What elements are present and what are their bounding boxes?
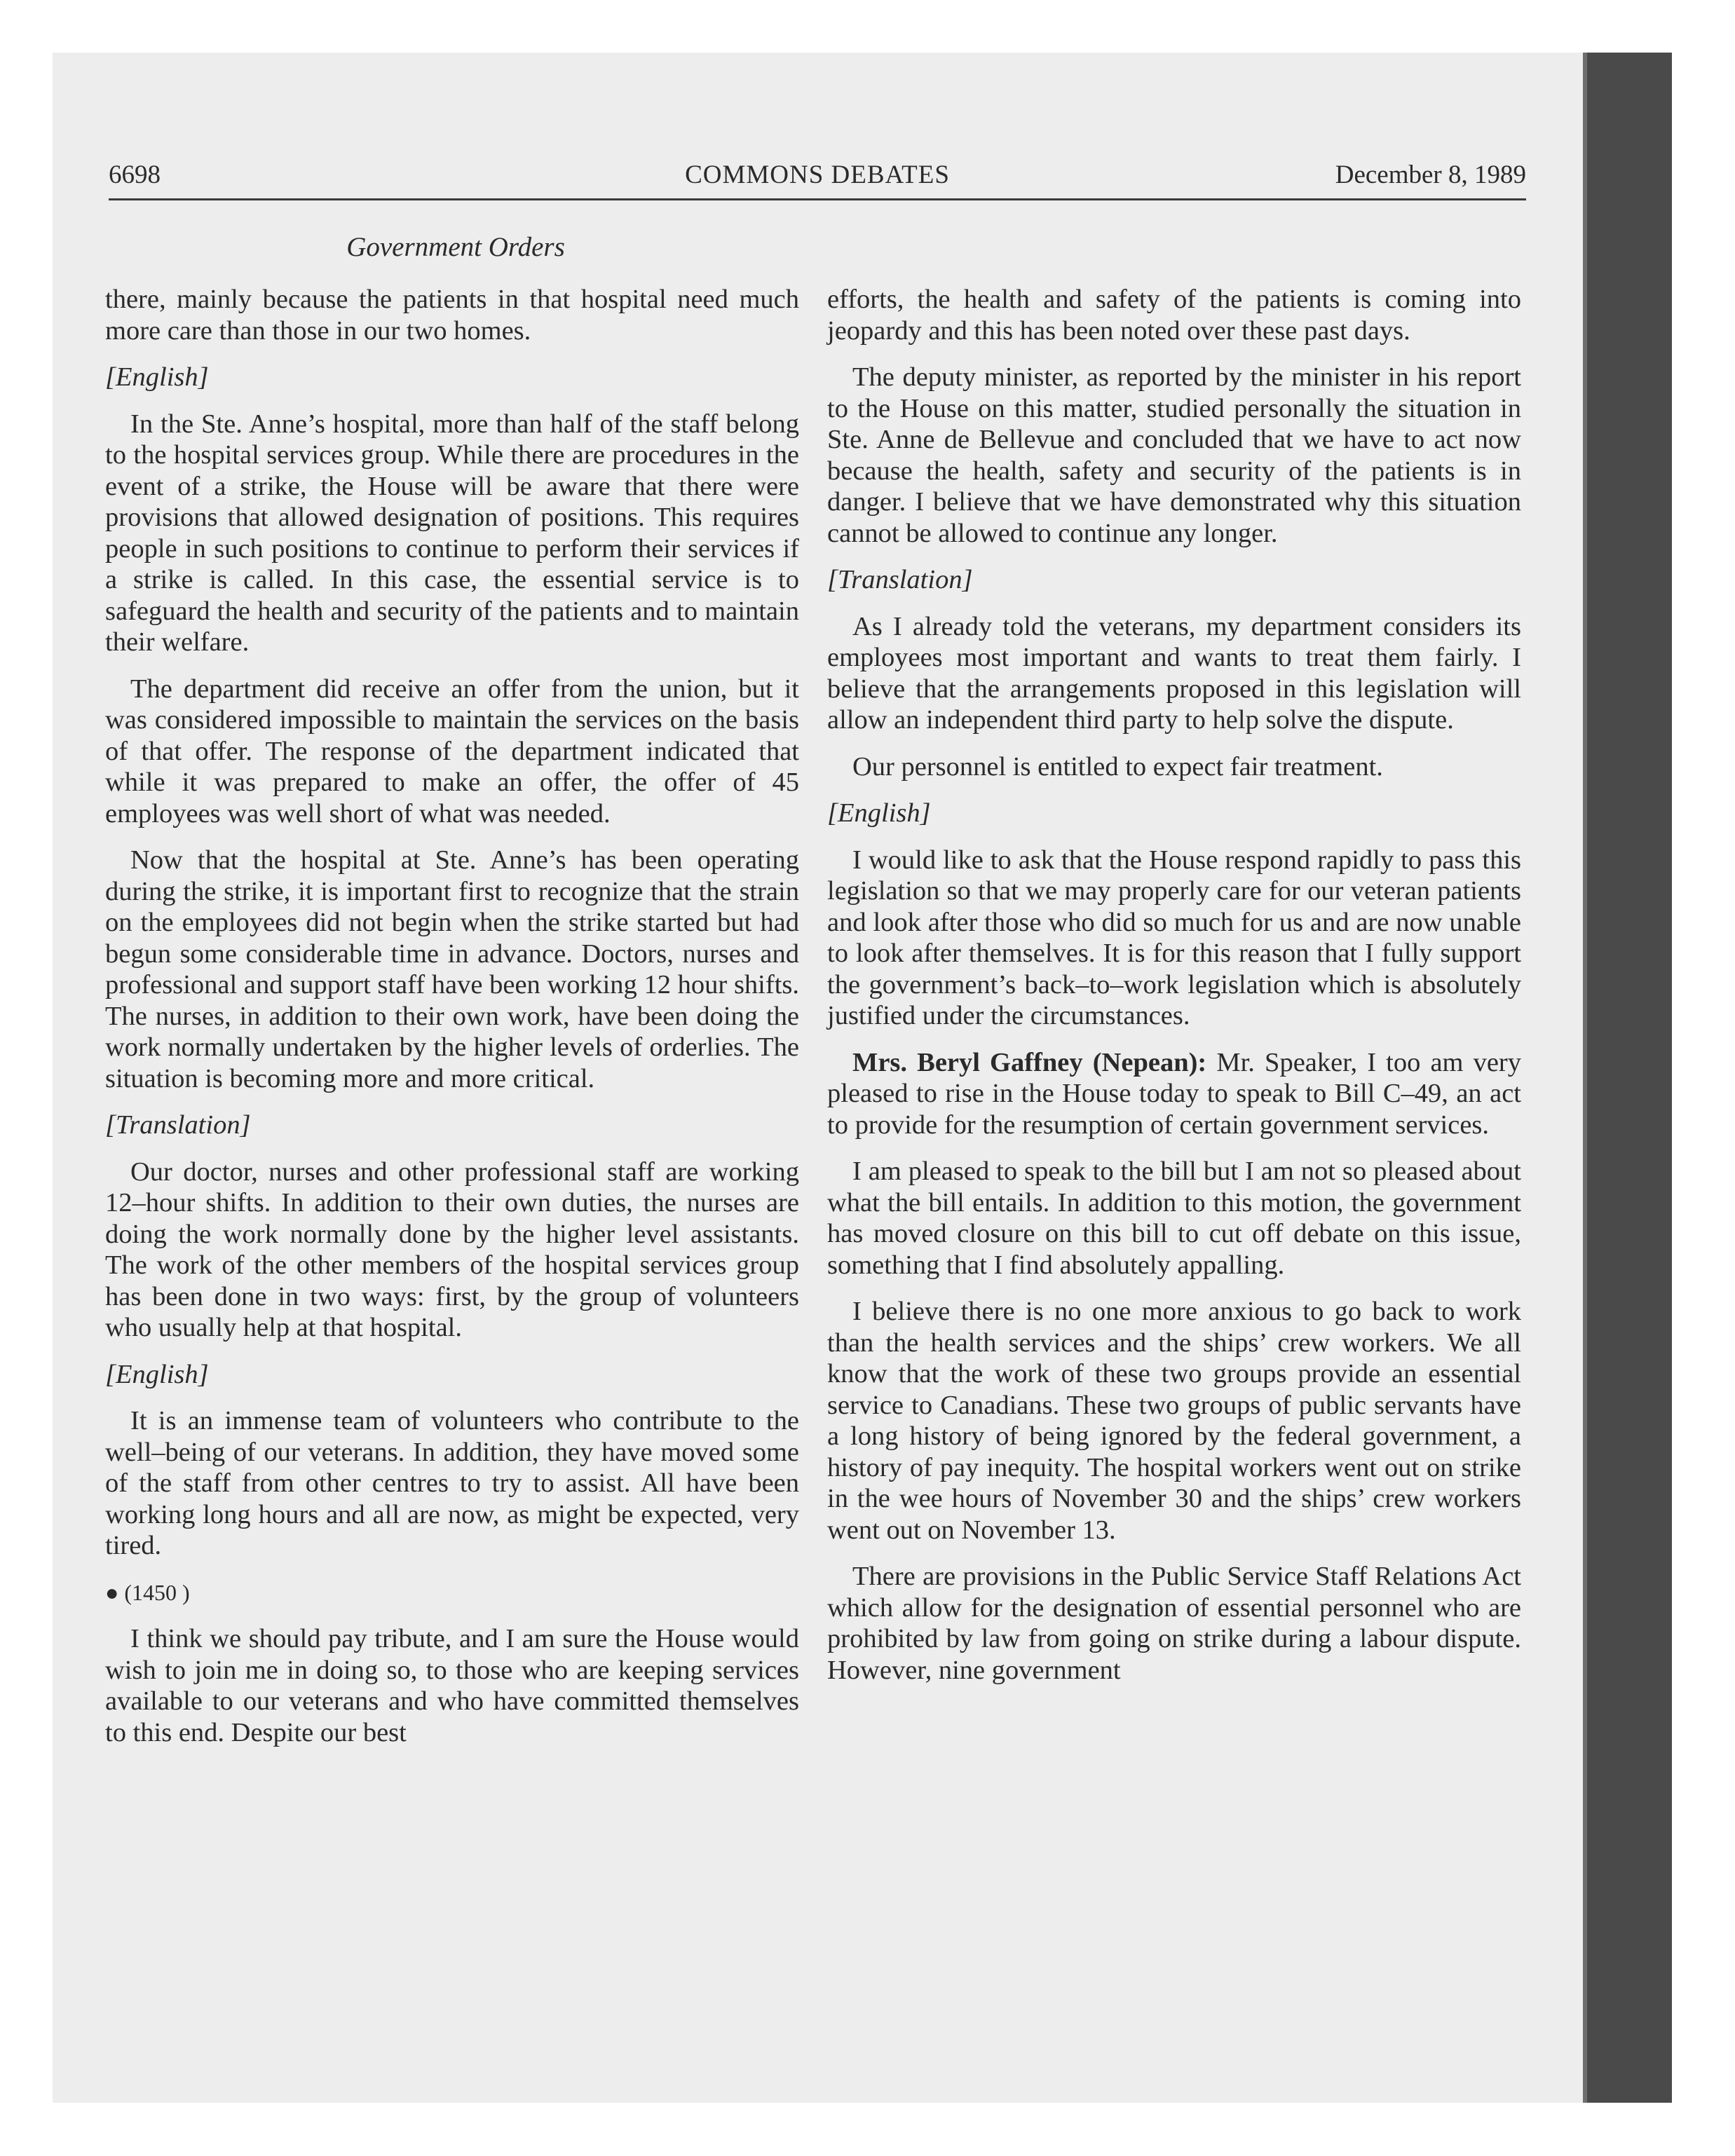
paragraph: Now that the hospital at Ste. Anne’s has been operating during the strike, it is important first to recognize that the strain on the employees did not begin when the strike started but had begun some considerable time in advance. Doctors, nurses and professional and support staff have been working 12 hour shifts. The nurses, in addition to their own work, have been doing the work normally undertaken by the higher levels of orderlies. The situation is becoming more and more critical. [105,845,799,1093]
paragraph: There are provisions in the Public Service Staff Relations Act which allow for the designation of essential personnel who are prohibited by law from going on strike during a labour dispute. However, nine government [827,1562,1521,1685]
speech-text: Mr. Speaker, I too am very pleased to rise in the House today to speak to Bill C–49, an act to provide for the resumption of certain government services. [827,1047,1521,1140]
binding-shadow [1583,53,1672,2103]
paragraph: In the Ste. Anne’s hospital, more than half of the staff belong to the hospital services group. While there are procedures in the event of a strike, the House will be aware that there were provisions that allowed designation of positions. This requires people in such positions to continue to perform their services if a strike is called. In this case, the essential service is to safeguard the health and security of the patients and to maintain their welfare. [105,409,799,657]
publication-date: December 8, 1989 [1335,161,1526,189]
page-header [109,160,1526,195]
language-marker: [Translation] [105,1110,251,1140]
language-marker: [English] [105,362,209,392]
right-column [827,284,1521,1701]
publication-title: COMMONS DEBATES [685,161,950,189]
header-rule [109,198,1526,200]
left-column [105,284,799,1763]
paragraph: It is an immense team of volunteers who contribute to the well–being of our veterans. In addition, they have moved some of the staff from other centres to try to assist. All have been working long hours and all are now, as might be expected, very tired. [105,1406,799,1560]
paragraph: I think we should pay tribute, and I am sure the House would wish to join me in doing so, to those who are keeping services available to our veterans and who have committed themselves to this end. Despite our best [105,1624,799,1747]
paragraph: there, mainly because the patients in that hospital need much more care than those in our two homes. [105,285,799,346]
language-marker: [English] [827,798,931,828]
paragraph: Our doctor, nurses and other professional staff are working 12–hour shifts. In addition to their own duties, the nurses are doing the work normally done by the higher level assistants. The work of the other members of the hospital services group has been done in two ways: first, by the group of volunteers who usually help at that hospital. [105,1157,799,1342]
section-heading: Government Orders [346,232,565,262]
language-marker: [Translation] [827,565,973,594]
speaker-name: Mrs. Beryl Gaffney (Nepean): [852,1047,1207,1077]
paragraph: I would like to ask that the House respond rapidly to pass this legislation so that we may properly care for our veteran patients and look after those who did so much for us and are now unable to look after themselves. It is for this reason that I fully support the government’s back–to–work legislation which is absolutely justified under the circumstances. [827,845,1521,1030]
paragraph: efforts, the health and safety of the patients is coming into jeopardy and this has been noted over these past days. [827,285,1521,346]
language-marker: [English] [105,1359,209,1389]
paragraph: As I already told the veterans, my department considers its employees most important and wants to treat them fairly. I believe that the arrangements proposed in this legislation will allow an independent third party to help solve the dispute. [827,611,1521,735]
page-number: 6698 [109,161,161,189]
time-marker: ● (1450 ) [105,1579,190,1605]
paragraph: The deputy minister, as reported by the minister in his report to the House on this matter, studied personally the situation in Ste. Anne de Bellevue and concluded that we have to act now because the health, safety and security of the patients is in danger. I believe that we have demonstrated why this situation cannot be allowed to continue any longer. [827,362,1521,548]
paragraph: I believe there is no one more anxious to go back to work than the health services and the ships’ crew workers. We all know that the work of these two groups provide an essential service to Canadians. These two groups of public servants have a long history of being ignored by the federal government, a history of pay inequity. The hospital workers went out on strike in the wee hours of November 30 and the ships’ crew workers went out on November 13. [827,1297,1521,1545]
speaker-paragraph [827,1047,1521,1141]
paragraph: Our personnel is entitled to expect fair treatment. [852,751,1383,782]
paragraph: The department did receive an offer from the union, but it was considered impossible to maintain the services on the basis of that offer. The response of the department indicated that while it was prepared to make an offer, the offer of 45 employees was well short of what was needed. [105,674,799,828]
paragraph: I am pleased to speak to the bill but I am not so pleased about what the bill entails. In addition to this motion, the government has moved closure on this bill to cut off debate on this issue, something that I find absolutely appalling. [827,1157,1521,1280]
binding-edge [1583,53,1587,2103]
